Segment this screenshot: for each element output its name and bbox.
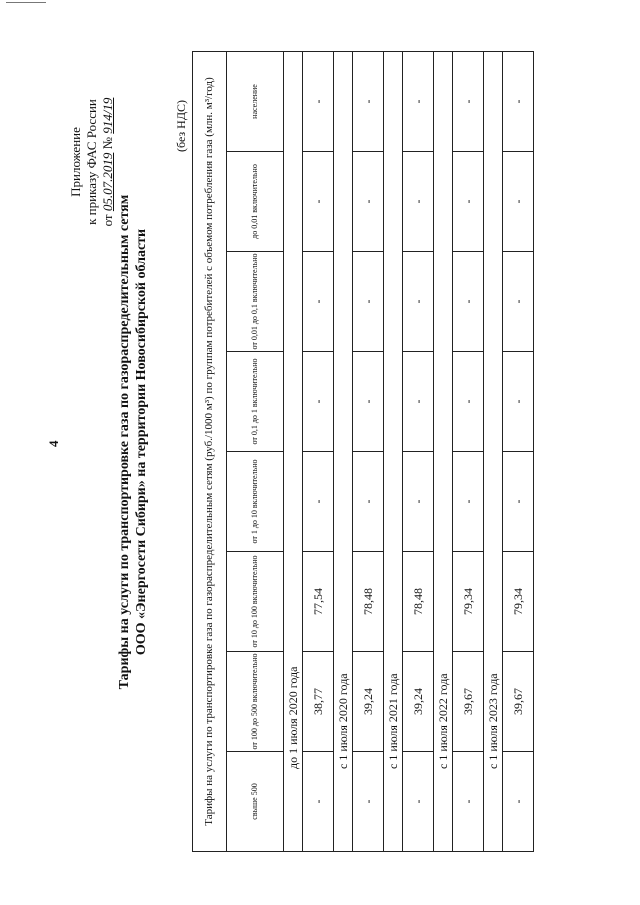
column-header: от 10 до 100 включительно [227,552,284,652]
page-number: 4 [46,440,61,447]
table-cell: - [303,152,334,252]
order-number: 914/19 [100,97,115,134]
table-cell: 38,77 [303,652,334,752]
column-header: от 100 до 500 включительно [227,652,284,752]
table-cell: - [453,252,484,352]
column-header: население [227,51,284,151]
document-title [116,72,150,812]
table-cell: - [403,152,434,252]
column-header: свыше 500 [227,752,284,852]
table-cell: 39,67 [503,652,534,752]
period-row: с 1 июля 2023 года [484,51,503,851]
table-cell: 39,24 [353,652,384,752]
table-cell: - [503,452,534,552]
period-row: с 1 июля 2020 года [334,51,353,851]
table-cell: - [353,752,384,852]
table-cell: 78,48 [403,552,434,652]
table-cell: - [503,152,534,252]
table-cell: - [403,752,434,852]
table-cell: 79,34 [453,552,484,652]
table-cell: - [453,752,484,852]
table-cell: - [453,152,484,252]
table-cell: - [403,352,434,452]
column-header: от 1 до 10 включительно [227,452,284,552]
table-cell: - [453,352,484,452]
table-cell: - [303,452,334,552]
table-cell: - [353,152,384,252]
appendix-block [68,32,116,292]
table-cell: 39,67 [453,652,484,752]
date-prefix: от [100,214,115,227]
column-header: до 0,01 включительно [227,152,284,252]
table-cell: - [453,51,484,151]
table-cell: - [503,752,534,852]
table-cell: - [403,452,434,552]
column-header: от 0,01 до 0,1 включительно [227,252,284,352]
table-cell: - [353,352,384,452]
appendix-order: к приказу ФАС России [84,99,99,225]
table-row [303,51,334,851]
table-cell: 39,24 [403,652,434,752]
vat-note: (без НДС) [174,99,188,152]
table-row [403,51,434,851]
table-cell: - [503,352,534,452]
table-cell: - [303,252,334,352]
period-row: с 1 июля 2021 года [384,51,403,851]
table-cell: 78,48 [353,552,384,652]
table-main-header: Тарифы на услуги по транспортировке газа по газораспределительным сетям (руб./1000 м³) по группам потребителей с объемом потребления газа (млн. м³/год) [193,51,227,851]
number-prefix: № [100,136,115,150]
table-cell: - [303,752,334,852]
appendix-title: Приложение [68,127,83,197]
table-cell: - [453,452,484,552]
table-cell: - [353,51,384,151]
title-line-2: ООО «Энергосети Сибири» на территории Новосибирской области [134,228,149,656]
table-row [453,51,484,851]
title-line-1: Тарифы на услуги по транспортировке газа по газораспределительным сетям [117,194,132,690]
rotated-page [40,32,600,852]
table-row [503,51,534,851]
table-cell: 79,34 [503,552,534,652]
table-cell: - [503,51,534,151]
table-cell: - [353,452,384,552]
table-cell: - [403,252,434,352]
table-cell: - [303,352,334,452]
table-cell: 77,54 [303,552,334,652]
table-cell: - [353,252,384,352]
table-cell: - [403,51,434,151]
table-row [353,51,384,851]
period-row: до 1 июля 2020 года [284,51,303,851]
scan-corner-mark [6,2,46,3]
period-row: с 1 июля 2022 года [434,51,453,851]
table-cell: - [303,51,334,151]
appendix-date-line [100,32,116,292]
table-cell: - [503,252,534,352]
column-header: от 0,1 до 1 включительно [227,352,284,452]
tariff-table [192,51,534,852]
order-date: 05.07.2019 [100,152,115,212]
